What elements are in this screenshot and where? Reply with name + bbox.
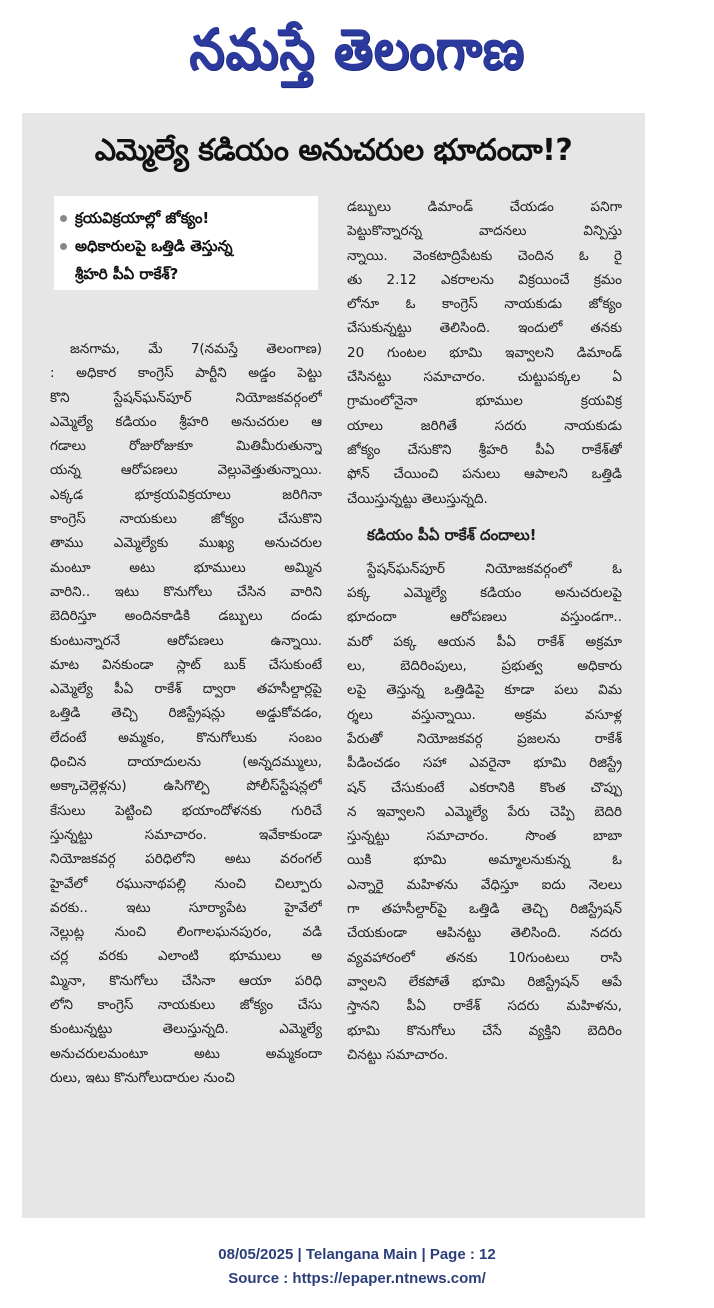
text-line: మంటూ అటు భూములు అమ్మిన <box>50 559 322 576</box>
text-line: ఎమ్మెల్యే కడియం శ్రీహరి అనుచరుల ఆ <box>50 413 322 430</box>
text-line: స్తానని పీఏ రాకేశ్ సదరు మహిళను, <box>347 998 622 1015</box>
text-line: యన్న ఆరోపణలు వెల్లువెత్తుతున్నాయి. <box>50 462 322 479</box>
text-line: మాట వినకుండా స్లాట్ బుక్ చేసుకుంటే <box>50 656 322 673</box>
text-line: ర్శలు వస్తున్నాయి. అక్రమ వసూళ్ల <box>347 706 622 723</box>
text-line: రులు, ఇటు కొనుగోలుదారుల నుంచి <box>50 1069 235 1086</box>
text-line: గ్రామంలోనైనా భూముల క్రయవిక్ర <box>347 393 622 410</box>
text-line: వ్వాలని లేకపోతే భూమి రిజిస్ట్రేషన్ ఆపే <box>347 973 622 990</box>
text-line: పక్క ఎమ్మెల్యే కడియం అనుచరులపై <box>347 585 622 602</box>
bullet-icon <box>60 215 67 222</box>
bullet-icon <box>60 243 67 250</box>
text-line: యాలు జరిగితే సదరు నాయకుడు <box>347 417 622 434</box>
text-line: : అధికార కాంగ్రెస్ పార్టీని అడ్డం పెట్టు <box>50 365 322 382</box>
text-line: న ఇవ్వాలని ఎమ్మెల్యే పేరు చెప్పి బెదిరి <box>347 803 622 820</box>
text-line: అక్కాచెల్లెళ్లను) ఉసిగొల్పి పోలీస్‌స్టేషన్లలో <box>50 778 322 795</box>
text-line: భూమి కొనుగోలు చేసే వ్యక్తిని బెదిరిం <box>347 1022 622 1039</box>
text-line: నెల్లుట్ల నుంచి లింగాలఘనపురం, వడి <box>50 924 322 941</box>
text-line: పెట్టుకొన్నారన్న వాదనలు విన్పిస్తు <box>347 223 622 240</box>
right-column-top-text <box>347 195 622 511</box>
article-column-right <box>347 195 622 1067</box>
text-line: చేయిస్తున్నట్టు తెలుస్తున్నది. <box>347 490 488 507</box>
text-line: పీడించడం సహా ఎవరైనా భూమి రిజిస్ట్రే <box>347 755 622 772</box>
text-line: చినట్టు సమాచారం. <box>347 1046 449 1063</box>
text-line: చేయకుండా ఆపినట్టు తెలిసింది. నదరు <box>347 925 622 942</box>
text-line: చేసినట్టు సమాచారం. చుట్టుపక్కల ఏ <box>347 369 622 386</box>
text-line: కేసులు పెట్టించి భయాందోళనకు గురిచే <box>50 802 322 819</box>
footer-source-link[interactable]: Source : https://epaper.ntnews.com/ <box>228 1270 486 1287</box>
text-line: ఒత్తిడి తెచ్చి రిజిస్ట్రేషన్లు అడ్డుకోవడం, <box>50 705 322 722</box>
article-column-left <box>50 337 322 1090</box>
text-line: ఎక్కడ భూక్రయవిక్రయాలు జరిగినా <box>50 486 322 503</box>
text-line: గా తహసీల్దార్‌పై ఒత్తిడి తెచ్చి రిజిస్ట్రేషన్ <box>347 901 622 918</box>
text-line: భూదందా ఆరోపణలు వస్తుండగా.. <box>347 609 622 626</box>
text-line: మరో పక్క ఆయన పీఏ రాకేశ్ అక్రమా <box>347 633 622 650</box>
text-line: లోనూ ఓ కాంగ్రెస్ నాయకుడు జోక్యం <box>347 296 622 313</box>
text-line: పేరుతో నియోజకవర్గ ప్రజలను రాకేశ్ <box>347 730 622 747</box>
text-line: డబ్బులు డిమాండ్ చేయడం పనిగా <box>347 199 622 215</box>
text-line: లు, బెదిరింపులు, ప్రభుత్వ అధికారు <box>347 658 622 675</box>
footer-edition-info: 08/05/2025 | Telangana Main | Page : 12 <box>218 1246 496 1263</box>
text-line: తు 2.12 ఎకరాలను విక్రయించే క్రమం <box>347 271 622 288</box>
subheadline-2: అధికారులపై ఒత్తిడి తెస్తున్న <box>60 232 312 260</box>
text-line: యికి భూమి అమ్మాలనుకున్న ఓ <box>347 852 622 869</box>
newspaper-masthead <box>0 0 714 112</box>
right-column-bottom-text <box>347 557 622 1067</box>
text-line: ధించిన దాయాదులను (అన్నదమ్ములు, <box>50 754 322 771</box>
text-line: లోని కాంగ్రెస్ నాయకులు జోక్యం చేసు <box>50 997 322 1014</box>
subheadline-3: శ్రీహరి పీఏ రాకేశ్? <box>75 265 179 283</box>
text-line: లపై తెస్తున్న ఒత్తిడిపై కూడా పలు విమ <box>347 682 622 699</box>
text-line: కుంటున్నట్టు తెలుస్తున్నది. ఎమ్మెల్యే <box>50 1021 322 1038</box>
text-line: 20 గుంటల భూమి ఇవ్వాలని డిమాండ్ <box>347 344 622 361</box>
article-clipping <box>22 113 645 1218</box>
text-line: న్నాయి. వెంకటాద్రిపేటకు చెందిన ఓ రై <box>347 247 622 264</box>
text-line: మ్మినా, కొనుగోలు చేసినా ఆయా పరిధి <box>50 972 322 989</box>
text-line: ఎన్నారై మహిళను వేధిస్తూ ఐదు నెలలు <box>347 876 622 893</box>
text-line: కుంటున్నారనే ఆరోపణలు ఉన్నాయి. <box>50 632 322 649</box>
text-line: వారిని.. ఇటు కొనుగోలు చేసిన వారిని <box>50 583 322 600</box>
text-line: వరకు.. ఇటు సూర్యాపేట హైవేలో <box>50 899 322 916</box>
section-heading: కడియం పీఏ రాకేశ్ దందాలు! <box>367 525 537 544</box>
text-line: స్తున్నట్టు సమాచారం. సొంత బాబా <box>347 828 622 845</box>
subheadline-box <box>54 196 318 290</box>
text-line: నియోజకవర్గ పరిధిలోని అటు వరంగల్ <box>50 851 322 868</box>
masthead-title: నమస్తే తెలంగాణ <box>189 16 525 82</box>
text-line: చేసుకున్నట్టు తెలిసింది. ఇందులో తనకు <box>347 320 622 337</box>
text-line: లేదంటే అమ్మకం, కొనుగోలుకు సంబం <box>50 729 322 746</box>
text-line: బెదిరిస్తూ అందినకాడికి డబ్బులు దండు <box>50 608 322 625</box>
text-line: స్టేషన్‌ఘన్‌పూర్ నియోజకవర్గంలో ఓ <box>367 560 622 577</box>
text-line: ఫోన్ చేయించి పనులు ఆపాలని ఒత్తిడి <box>347 466 622 483</box>
text-line: స్తున్నట్టు సమాచారం. ఇవేకాకుండా <box>50 826 322 843</box>
text-line: కాంగ్రెస్ నాయకులు జోక్యం చేసుకొని <box>50 511 322 528</box>
text-line: జోక్యం చేసుకొని శ్రీహరి పీఏ రాకేశ్‌తో <box>347 441 622 458</box>
text-line: అనుచరులమంటూ అటు అమ్మకందా <box>50 1045 322 1062</box>
text-line: జనగామ, మే 7(నమస్తే తెలంగాణ) <box>70 341 322 357</box>
text-line: గడాలు రోజురోజుకూ మితిమీరుతున్నా <box>50 438 322 455</box>
text-line: కొని స్టేషన్‌ఘన్‌పూర్ నియోజకవర్గంలో <box>50 389 322 406</box>
text-line: షన్ చేసుకుంటే ఎకరానికి కొంత చొప్పు <box>347 779 622 796</box>
text-line: ఎమ్మెల్యే పీఏ రాకేశ్ ద్వారా తహసీల్దార్లపై <box>50 681 322 698</box>
text-line: తాము ఎమ్మెల్యేకు ముఖ్య అనుచరుల <box>50 535 322 552</box>
subheadline-1: క్రయవిక్రయాల్లో జోక్యం! <box>60 204 312 232</box>
text-line: చర్ల వరకు ఎలాంటి భూములు అ <box>50 948 322 965</box>
article-headline: ఎమ్మెల్యే కడియం అనుచరుల భూదందా!? <box>94 133 573 168</box>
text-line: హైవేలో రఘునాథపల్లి నుంచి చిల్పూరు <box>50 875 322 892</box>
text-line: వ్యవహారంలో తనకు 10గుంటలు రాసి <box>347 949 622 966</box>
